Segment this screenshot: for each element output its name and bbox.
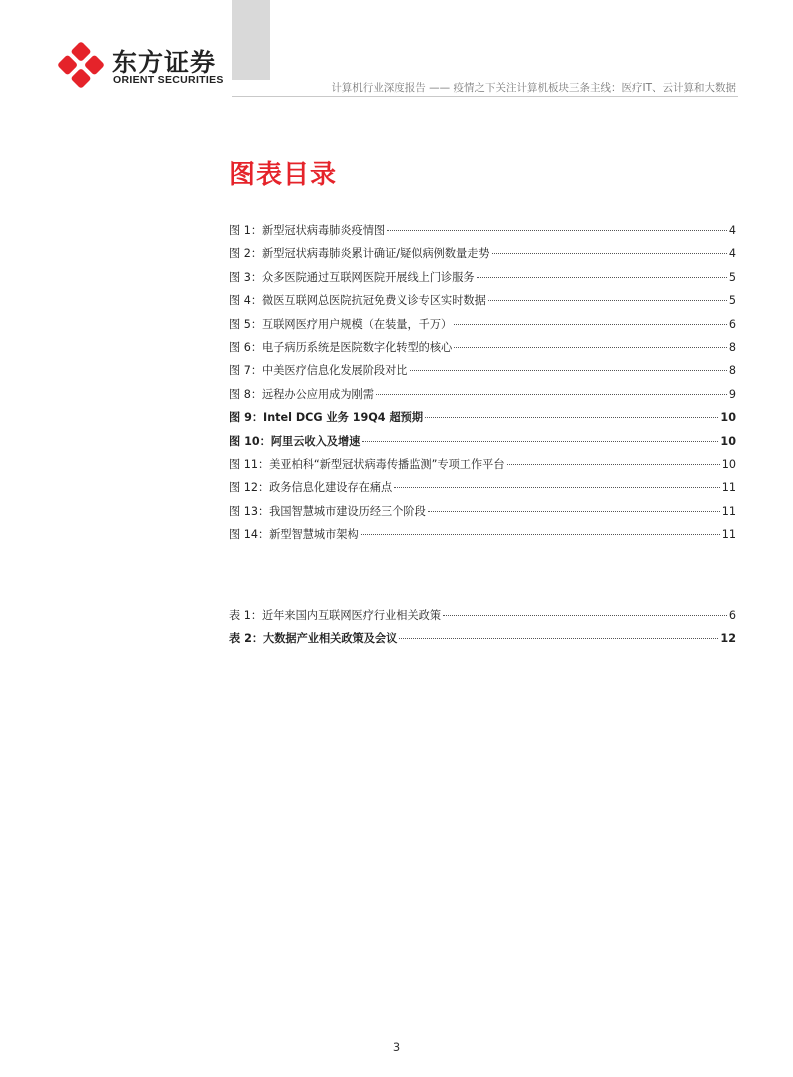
toc-entry-page: 6 bbox=[728, 609, 736, 622]
toc-entry-label: 图 5：互联网医疗用户规模（在装量，千万） bbox=[229, 317, 453, 331]
toc-dot-leader bbox=[410, 370, 727, 371]
table-list bbox=[229, 607, 736, 654]
toc-dot-leader bbox=[454, 347, 727, 348]
toc-entry-label: 图 11：美亚柏科“新型冠状病毒传播监测”专项工作平台 bbox=[229, 457, 505, 471]
toc-entry-label: 图 13：我国智慧城市建设历经三个阶段 bbox=[229, 504, 426, 518]
toc-entry[interactable] bbox=[229, 316, 736, 339]
toc-entry-label: 图 6：电子病历系统是医院数字化转型的核心 bbox=[229, 340, 453, 354]
toc-entry[interactable] bbox=[229, 456, 736, 479]
company-logo bbox=[58, 42, 238, 88]
toc-entry-page: 8 bbox=[728, 364, 736, 378]
toc-entry-label: 图 1：新型冠状病毒肺炎疫情图 bbox=[229, 224, 386, 237]
toc-dot-leader bbox=[488, 300, 727, 301]
toc-entry-page: 12 bbox=[720, 632, 736, 646]
toc-entry[interactable] bbox=[229, 503, 736, 526]
logo-english-name: ORIENT SECURITIES bbox=[113, 74, 224, 86]
toc-entry-page: 9 bbox=[728, 387, 736, 401]
toc-entry[interactable] bbox=[229, 526, 736, 549]
toc-entry-label: 图 3：众多医院通过互联网医院开展线上门诊服务 bbox=[229, 270, 475, 284]
toc-entry[interactable] bbox=[229, 409, 736, 432]
toc-entry-page: 8 bbox=[728, 340, 736, 354]
toc-dot-leader bbox=[376, 394, 727, 395]
toc-entry-label: 图 8：远程办公应用成为刚需 bbox=[229, 387, 374, 401]
toc-entry-label: 表 1：近年来国内互联网医疗行业相关政策 bbox=[229, 609, 442, 622]
toc-entry[interactable] bbox=[229, 339, 736, 362]
toc-entry-label: 图 14：新型智慧城市架构 bbox=[229, 528, 359, 542]
orient-securities-logo-icon bbox=[58, 42, 104, 88]
toc-entry-label: 图 7：中美医疗信息化发展阶段对比 bbox=[229, 364, 408, 378]
toc-entry[interactable] bbox=[229, 479, 736, 502]
toc-entry[interactable] bbox=[229, 386, 736, 409]
toc-dot-leader bbox=[428, 511, 720, 512]
toc-dot-leader bbox=[443, 615, 727, 616]
toc-entry-label: 图 4：微医互联网总医院抗冠免费义诊专区实时数据 bbox=[229, 294, 486, 308]
toc-entry-page: 5 bbox=[728, 294, 736, 308]
toc-entry[interactable] bbox=[229, 222, 736, 245]
page-number: 3 bbox=[392, 1040, 401, 1054]
toc-dot-leader bbox=[425, 417, 718, 418]
header-divider bbox=[232, 96, 738, 97]
toc-entry-page: 6 bbox=[728, 317, 736, 331]
toc-entry-page: 11 bbox=[721, 504, 736, 518]
toc-dot-leader bbox=[399, 638, 718, 639]
toc-heading: 图表目录 bbox=[229, 160, 338, 190]
toc-entry[interactable] bbox=[229, 433, 736, 456]
toc-entry[interactable] bbox=[229, 292, 736, 315]
toc-entry-page: 5 bbox=[728, 270, 736, 284]
toc-dot-leader bbox=[394, 487, 720, 488]
toc-entry[interactable] bbox=[229, 630, 736, 653]
toc-dot-leader bbox=[492, 253, 727, 254]
toc-entry[interactable] bbox=[229, 269, 736, 292]
toc-dot-leader bbox=[454, 324, 727, 325]
toc-entry-label: 表 2：大数据产业相关政策及会议 bbox=[229, 632, 398, 646]
toc-entry-label: 图 10：阿里云收入及增速 bbox=[229, 434, 361, 448]
toc-entry-label: 图 2：新型冠状病毒肺炎累计确证/疑似病例数量走势 bbox=[229, 247, 490, 261]
toc-dot-leader bbox=[361, 534, 720, 535]
toc-entry-page: 10 bbox=[720, 434, 736, 448]
toc-dot-leader bbox=[387, 230, 727, 231]
toc-entry[interactable] bbox=[229, 362, 736, 385]
toc-entry-page: 11 bbox=[721, 528, 736, 542]
toc-entry-page: 11 bbox=[721, 481, 736, 495]
toc-entry-page: 4 bbox=[728, 247, 736, 261]
toc-dot-leader bbox=[507, 464, 720, 465]
toc-entry-label: 图 12：政务信息化建设存在痛点 bbox=[229, 481, 393, 495]
toc-dot-leader bbox=[477, 277, 727, 278]
toc-entry-page: 4 bbox=[728, 224, 736, 237]
toc-entry-label: 图 9：Intel DCG 业务 19Q4 超预期 bbox=[229, 411, 424, 425]
toc-dot-leader bbox=[362, 441, 718, 442]
toc-entry-page: 10 bbox=[721, 457, 736, 471]
figure-list bbox=[229, 222, 736, 549]
toc-entry[interactable] bbox=[229, 607, 736, 630]
toc-entry-page: 10 bbox=[720, 411, 736, 425]
logo-chinese-name: 东方证券 bbox=[112, 48, 217, 77]
report-header-title: 计算机行业深度报告 —— 疫情之下关注计算机板块三条主线：医疗IT、云计算和大数据 bbox=[331, 82, 736, 94]
toc-entry[interactable] bbox=[229, 245, 736, 268]
